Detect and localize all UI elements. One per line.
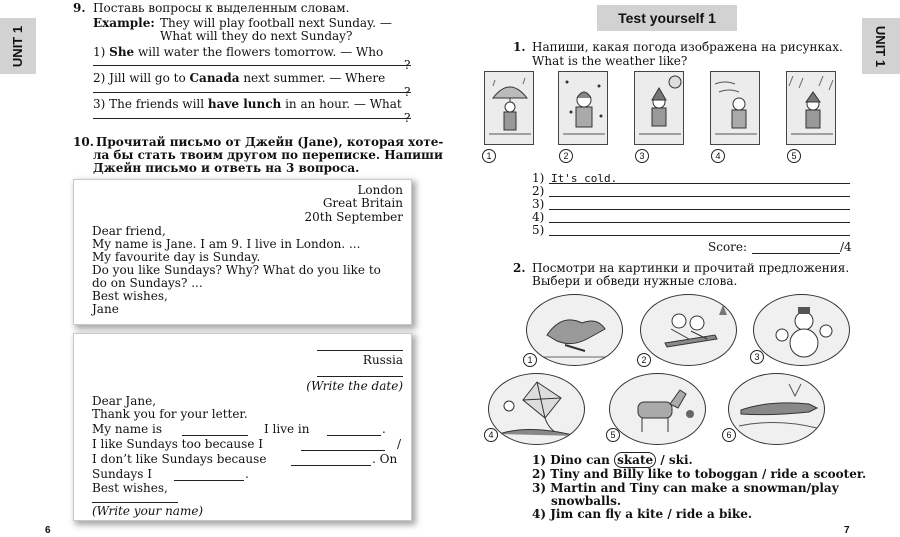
answer-line-5[interactable] xyxy=(549,235,850,236)
task9-item-2: 2) Jill will go to Canada next summer. — Where xyxy=(93,71,386,85)
picture-number: 4 xyxy=(484,428,498,442)
write-date-hint: (Write the date) xyxy=(306,379,403,393)
answer-line-9-3[interactable] xyxy=(93,118,411,119)
on-text: . On xyxy=(372,452,398,466)
task2-instruction-1: Посмотри на картинки и прочитай предложения. xyxy=(532,261,850,275)
unit-tab-right xyxy=(862,18,900,74)
letter-date: 20th September xyxy=(304,210,403,224)
picture-kite xyxy=(488,373,585,445)
task2-number: 2. xyxy=(513,261,526,275)
picture-number: 3 xyxy=(750,350,764,364)
score-label: Score: xyxy=(708,240,748,254)
picture-number: 3 xyxy=(635,149,649,163)
answer-number: 4) xyxy=(532,210,545,224)
weather-picture-rain-umbrella xyxy=(484,71,534,145)
answer-number: 5) xyxy=(532,223,545,237)
unit-tab-label: UNIT 1 xyxy=(873,25,889,67)
picture-number: 5 xyxy=(606,428,620,442)
unit-tab-left xyxy=(0,18,36,74)
picture-number: 1 xyxy=(523,353,537,367)
task1-instruction: Напиши, какая погода изображена на рисунках. xyxy=(532,40,843,54)
picture-snowman xyxy=(753,294,850,366)
like-blank[interactable] xyxy=(301,450,385,451)
child-in-wind-icon xyxy=(711,72,760,145)
answer-number: 3) xyxy=(532,197,545,211)
answer-line-2[interactable] xyxy=(549,196,850,197)
circled-answer[interactable]: skate xyxy=(614,452,656,468)
test-title: Test yourself 1 xyxy=(597,5,737,31)
child-in-sun-icon xyxy=(635,72,684,145)
dislike-blank[interactable] xyxy=(291,465,371,466)
answer-line-9-1[interactable] xyxy=(93,65,411,66)
weather-picture-heavy-rain xyxy=(786,71,836,145)
task9-item-3: 3) The friends will have lunch in an hour. — What xyxy=(93,97,402,111)
unit-tab-label: UNIT 1 xyxy=(10,25,26,67)
letter-line: My favourite day is Sunday. xyxy=(92,250,261,264)
horse-icon xyxy=(610,374,706,445)
answer-number: 1) xyxy=(532,171,545,185)
reply-sundays-label: Sundays I xyxy=(92,467,153,481)
slash: / xyxy=(397,437,402,451)
sentence-3-cont: snowballs. xyxy=(551,494,622,508)
question-mark: ? xyxy=(404,111,411,125)
period: . xyxy=(382,422,386,436)
task9-example-label: Example: xyxy=(93,16,155,30)
letter-greeting: Dear friend, xyxy=(92,224,166,238)
picture-crocodile xyxy=(728,373,825,445)
picture-dino-skating xyxy=(526,294,623,366)
picture-number: 6 xyxy=(722,428,736,442)
answer-line-1[interactable] xyxy=(549,183,850,184)
letter-country: Great Britain xyxy=(322,196,403,210)
boy-kite-icon xyxy=(489,374,585,445)
letter-line: do on Sundays? ... xyxy=(92,276,203,290)
child-in-rain-icon xyxy=(787,72,836,145)
reply-best: Best wishes, xyxy=(92,481,168,495)
answer-line-9-2[interactable] xyxy=(93,92,411,93)
letter-line: Best wishes, xyxy=(92,289,168,303)
weather-picture-wind xyxy=(710,71,760,145)
sundays-blank[interactable] xyxy=(174,480,244,481)
reply-dislike-label: I don’t like Sundays because xyxy=(92,452,267,466)
answer-line-4[interactable] xyxy=(549,222,850,223)
date-line[interactable] xyxy=(317,376,403,377)
letter-city: London xyxy=(357,183,403,197)
picture-number: 2 xyxy=(559,149,573,163)
child-with-umbrella-icon xyxy=(485,72,534,145)
task2-instruction-2: Выбери и обведи нужные слова. xyxy=(532,274,738,288)
task1-question: What is the weather like? xyxy=(532,54,688,68)
letter-line: My name is Jane. I am 9. I live in London. ... xyxy=(92,237,361,251)
answer-1-text: It's cold. xyxy=(551,172,618,185)
score-max: /4 xyxy=(840,240,852,254)
weather-picture-snow xyxy=(558,71,608,145)
page-number-right: 7 xyxy=(844,525,850,536)
children-toboggan-icon xyxy=(641,295,737,366)
picture-number: 5 xyxy=(787,149,801,163)
question-mark: ? xyxy=(404,85,411,99)
letter-signature: Jane xyxy=(92,302,119,316)
write-name-hint: (Write your name) xyxy=(92,504,204,518)
picture-number: 2 xyxy=(637,353,651,367)
task9-example-line2: What will they do next Sunday? xyxy=(160,29,353,43)
question-mark: ? xyxy=(404,58,411,72)
answer-number: 2) xyxy=(532,184,545,198)
page-number-left: 6 xyxy=(45,525,51,536)
name-blank[interactable] xyxy=(182,435,248,436)
picture-tobogganing xyxy=(640,294,737,366)
task1-number: 1. xyxy=(513,40,526,54)
task9-instruction: Поставь вопросы к выделенным словам. xyxy=(93,1,350,15)
task9-item-1: 1) She will water the flowers tomorrow. — Who xyxy=(93,45,384,59)
sentence-3: 3) Martin and Tiny can make a snowman/play xyxy=(532,481,839,495)
sentence-4: 4) Jim can fly a kite / ride a bike. xyxy=(532,507,753,521)
letter-line: Do you like Sundays? Why? What do you like to xyxy=(92,263,381,277)
picture-number: 4 xyxy=(711,149,725,163)
address-line[interactable] xyxy=(317,350,403,351)
picture-number: 1 xyxy=(482,149,496,163)
reply-live-label: I live in xyxy=(264,422,310,436)
reply-greeting: Dear Jane, xyxy=(92,394,157,408)
picture-horse xyxy=(609,373,706,445)
reply-name-label: My name is xyxy=(92,422,163,436)
crocodile-icon xyxy=(729,374,825,445)
reply-country: Russia xyxy=(362,353,403,367)
task9-number: 9. xyxy=(73,1,86,15)
child-in-snow-icon xyxy=(559,72,608,145)
reply-thanks: Thank you for your letter. xyxy=(92,407,248,421)
dinosaur-skating-icon xyxy=(527,295,623,366)
sentence-2: 2) Tiny and Billy like to toboggan / ride a scooter. xyxy=(532,467,867,481)
city-blank[interactable] xyxy=(327,435,381,436)
answer-line-3[interactable] xyxy=(549,209,850,210)
sentence-1: 1) Dino can skate / ski. xyxy=(532,453,693,467)
task9-example-line1: They will play football next Sunday. — xyxy=(160,16,392,30)
task10-line2: ла бы стать твоим другом по переписке. Напиши xyxy=(93,148,443,162)
period: . xyxy=(245,467,249,481)
snowman-icon xyxy=(754,295,850,366)
weather-picture-sun xyxy=(634,71,684,145)
reply-like-label: I like Sundays too because I xyxy=(92,437,263,451)
score-blank[interactable] xyxy=(752,253,840,254)
task10-line1: Прочитай письмо от Джейн (Jane), которая хоте- xyxy=(96,135,444,149)
task10-number: 10. xyxy=(73,135,94,149)
name-signature-line[interactable] xyxy=(92,502,178,503)
letter-card xyxy=(74,180,411,324)
reply-letter-card xyxy=(74,334,411,520)
task10-line3: Джейн письмо и ответь на 3 вопроса. xyxy=(93,161,360,175)
